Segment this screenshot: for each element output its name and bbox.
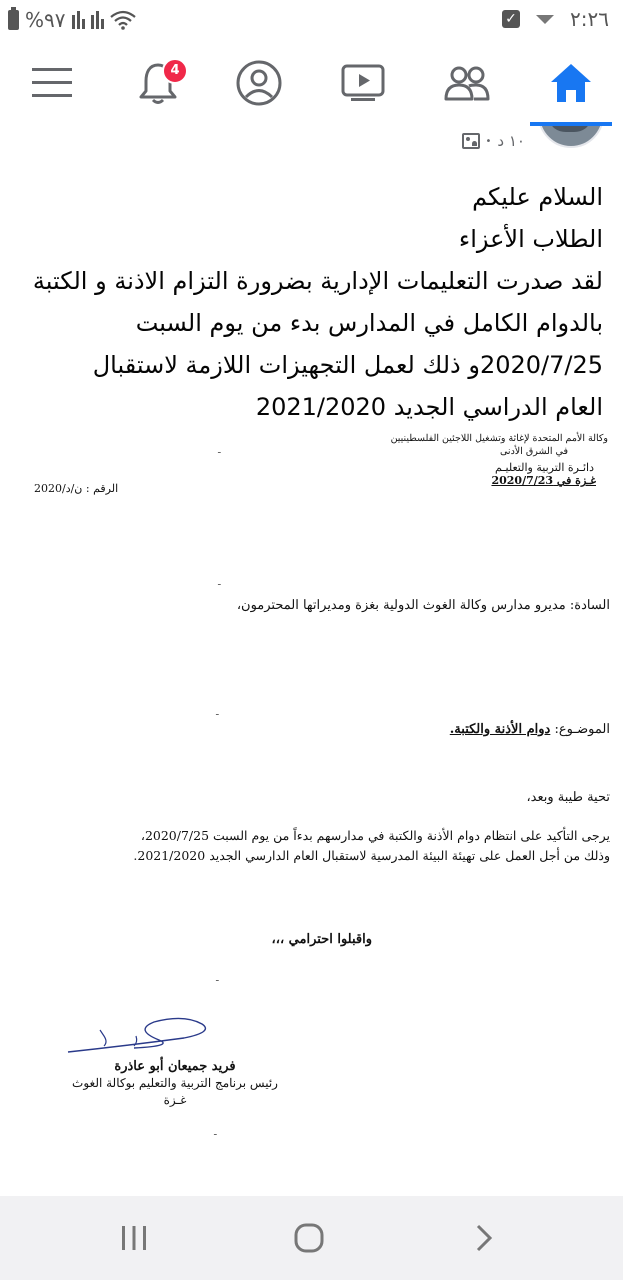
- body-line: يرجى التأكيد على انتظام دوام الأذنة والكتبة في مدارسهم بدءاً من يوم السبت 2020/7/25،: [140, 828, 610, 843]
- post-line: بالدوام الكامل في المدارس بدء من يوم السبت: [135, 309, 603, 337]
- profile-icon: [236, 60, 282, 106]
- profile-tab[interactable]: [219, 40, 299, 126]
- post-time: ١٠ د: [497, 132, 525, 150]
- home-circle-icon: [294, 1223, 324, 1253]
- clock: ٢:٢٦: [570, 7, 609, 31]
- signer-name: فريد جميعان أبو عاذرة: [114, 1059, 236, 1074]
- watch-tab[interactable]: [323, 40, 403, 126]
- status-right: [502, 7, 609, 31]
- org-name-line: وكالة الأمم المتحدة لإغاثة وتشغيل اللاجئين الفلسطينيين: [390, 433, 608, 444]
- notifications-badge: 4: [162, 58, 188, 84]
- post-line: 2020/7/25و ذلك لعمل التجهيزات اللازمة لاستقبال: [92, 351, 603, 379]
- place-date: غـزة في 2020/7/23: [491, 474, 596, 487]
- signature-image: [64, 1006, 214, 1066]
- signal-icon: [72, 11, 85, 29]
- greeting-line: تحية طيبة وبعد،: [526, 790, 610, 805]
- post-line: لقد صدرت التعليمات الإدارية بضرورة التزام الاذنة و الكتبة: [32, 267, 603, 295]
- recents-button[interactable]: [74, 1196, 194, 1280]
- scan-mark: ـ: [216, 708, 219, 718]
- signal-icon-2: [91, 11, 104, 29]
- hamburger-menu-icon: [32, 66, 72, 100]
- checkbox-notification-icon: ✓: [502, 10, 520, 28]
- post-text: [13, 176, 603, 428]
- meta-separator: •: [485, 135, 492, 147]
- groups-tab[interactable]: [427, 40, 507, 126]
- home-icon: [549, 62, 593, 104]
- home-system-button[interactable]: [249, 1196, 369, 1280]
- post: [0, 126, 623, 1196]
- battery-percent: %٩٧: [25, 8, 66, 32]
- top-nav-bar: [0, 40, 623, 127]
- post-image-document[interactable]: [20, 428, 610, 1148]
- body-line: وذلك من أجل العمل على تهيئة البيئة المدرسية لاستقبال العام الدارسي الجديد 2021/2020.: [133, 848, 610, 863]
- chevron-right-icon: [475, 1224, 493, 1252]
- department-line: دائـرة التربية والتعليـم: [495, 461, 594, 474]
- home-tab[interactable]: [531, 40, 611, 126]
- scan-mark: ـ: [216, 974, 219, 984]
- subject-text: دوام الأذنة والكتبة.: [449, 722, 551, 737]
- scan-mark: ـ: [218, 446, 221, 456]
- signature-block: [60, 1058, 290, 1109]
- post-line: السلام عليكم: [472, 183, 603, 211]
- audience-icon[interactable]: [462, 133, 480, 149]
- post-meta: [462, 132, 525, 150]
- menu-button[interactable]: [12, 40, 92, 126]
- groups-icon: [443, 63, 491, 103]
- post-line: العام الدراسي الجديد 2021/2020: [255, 393, 603, 421]
- system-navigation-bar: [0, 1196, 623, 1280]
- video-play-icon: [341, 64, 385, 102]
- document-header: [378, 432, 608, 487]
- signer-title: رئيس برنامج التربية والتعليم بوكالة الغوث: [72, 1076, 278, 1090]
- signer-city: غـزة: [163, 1093, 187, 1107]
- scan-mark: ـ: [218, 578, 221, 588]
- status-bar: [0, 0, 623, 40]
- subject-line: [450, 722, 610, 737]
- org-region-line: في الشرق الأدنى: [500, 446, 568, 457]
- closing-line: واقبلوا احترامي ،،،: [271, 932, 372, 947]
- battery-icon: [8, 10, 19, 30]
- addressee-line: السادة: مديرو مدارس وكالة الغوث الدولية بغزة ومديراتها المحترمون،: [236, 598, 610, 613]
- status-left: [8, 8, 136, 32]
- avatar[interactable]: [538, 126, 604, 148]
- recents-icon: [120, 1225, 148, 1251]
- back-button[interactable]: [424, 1196, 544, 1280]
- subject-label: الموضـوع:: [554, 722, 610, 737]
- reference-number: الرقم : ن/د/2020: [34, 482, 119, 495]
- scan-mark: ـ: [214, 1128, 217, 1138]
- wifi-icon: [110, 10, 136, 30]
- post-line: الطلاب الأعزاء: [458, 225, 603, 253]
- notifications-tab[interactable]: [118, 40, 198, 126]
- signal-triangle-icon: [536, 15, 554, 24]
